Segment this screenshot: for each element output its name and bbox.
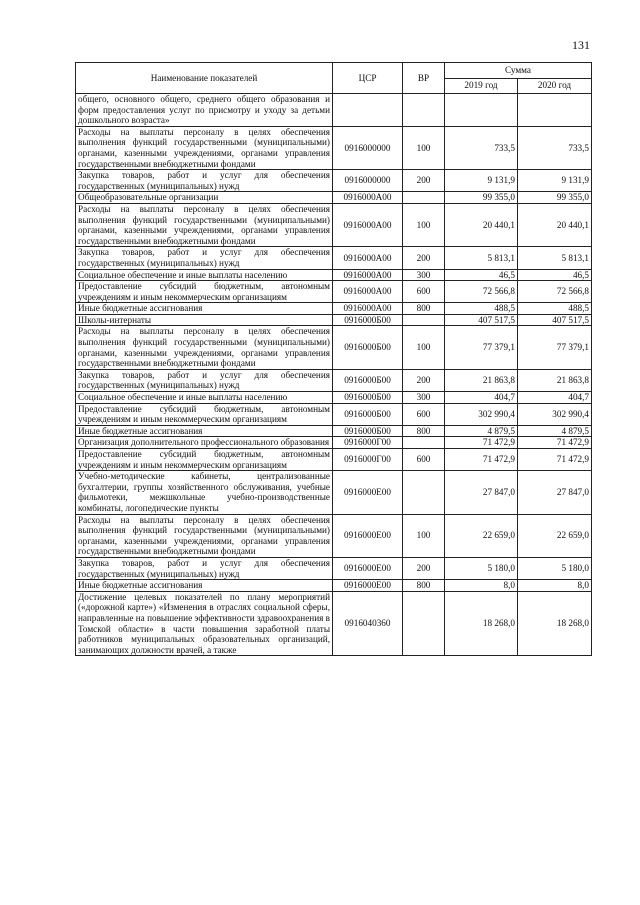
- row-vr: 100: [403, 126, 445, 169]
- row-vr: 800: [403, 303, 445, 315]
- row-vr: [403, 192, 445, 204]
- row-csr: 0916000Г00: [333, 437, 403, 449]
- row-sum-2020: 99 355,0: [518, 192, 592, 204]
- row-sum-2020: 488,5: [518, 303, 592, 315]
- row-sum-2020: 9 131,9: [518, 170, 592, 192]
- row-vr: [403, 94, 445, 127]
- row-sum-2019: 46,5: [445, 269, 518, 281]
- row-csr: 0916040360: [333, 591, 403, 656]
- table-row: [76, 303, 592, 315]
- row-csr: [333, 94, 403, 127]
- row-sum-2020: 71 472,9: [518, 449, 592, 471]
- row-csr: 0916000А00: [333, 281, 403, 303]
- table-row: [76, 192, 592, 204]
- table-row: [76, 126, 592, 169]
- table-row: [76, 425, 592, 437]
- header-year-2020: 2020 год: [518, 78, 592, 94]
- row-name: Общеобразовательные организации: [76, 192, 333, 204]
- row-name: Закупка товаров, работ и услуг для обеспечения государственных (муниципальных) нужд: [76, 557, 333, 579]
- row-name: Расходы на выплаты персоналу в целях обеспечения выполнения функций государственными (муниципальными) органами, казенными учреждениями, органами управления государственными внебюджетными фондами: [76, 126, 333, 169]
- row-csr: 0916000А00: [333, 247, 403, 269]
- row-csr: 0916000Б00: [333, 403, 403, 425]
- row-sum-2020: 27 847,0: [518, 471, 592, 514]
- row-sum-2019: 72 566,8: [445, 281, 518, 303]
- row-name: Иные бюджетные ассигнования: [76, 580, 333, 592]
- row-vr: 300: [403, 269, 445, 281]
- row-csr: 0916000Г00: [333, 449, 403, 471]
- row-sum-2020: 22 659,0: [518, 514, 592, 557]
- row-name: Предоставление субсидий бюджетным, автономным учреждениям и иным некоммерческим организациям: [76, 449, 333, 471]
- table-row: [76, 170, 592, 192]
- row-csr: 0916000Е00: [333, 514, 403, 557]
- row-name: Предоставление субсидий бюджетным, автономным учреждениям и иным некоммерческим организациям: [76, 403, 333, 425]
- row-name: Предоставление субсидий бюджетным, автономным учреждениям и иным некоммерческим организациям: [76, 281, 333, 303]
- row-sum-2019: 22 659,0: [445, 514, 518, 557]
- row-sum-2019: 4 879,5: [445, 425, 518, 437]
- row-csr: 0916000А00: [333, 203, 403, 246]
- row-vr: 800: [403, 580, 445, 592]
- row-name: Расходы на выплаты персоналу в целях обеспечения выполнения функций государственными (муниципальными) органами, казенными учреждениями, органами управления государственными внебюджетными фондами: [76, 203, 333, 246]
- row-vr: 100: [403, 326, 445, 369]
- row-sum-2019: 404,7: [445, 392, 518, 404]
- row-sum-2020: 5 813,1: [518, 247, 592, 269]
- row-vr: [403, 437, 445, 449]
- row-sum-2020: 21 863,8: [518, 369, 592, 391]
- row-sum-2019: 302 990,4: [445, 403, 518, 425]
- row-sum-2020: 20 440,1: [518, 203, 592, 246]
- row-csr: 0916000000: [333, 126, 403, 169]
- row-sum-2019: 407 517,5: [445, 314, 518, 326]
- row-sum-2019: 9 131,9: [445, 170, 518, 192]
- row-sum-2019: 77 379,1: [445, 326, 518, 369]
- header-year-2019: 2019 год: [445, 78, 518, 94]
- row-sum-2020: 5 180,0: [518, 557, 592, 579]
- table-row: [76, 471, 592, 514]
- row-vr: 200: [403, 247, 445, 269]
- row-sum-2020: 4 879,5: [518, 425, 592, 437]
- row-csr: 0916000000: [333, 170, 403, 192]
- table-row: [76, 203, 592, 246]
- row-sum-2020: 407 517,5: [518, 314, 592, 326]
- row-sum-2020: 733,5: [518, 126, 592, 169]
- header-vr: ВР: [403, 63, 445, 94]
- row-sum-2019: 5 180,0: [445, 557, 518, 579]
- row-sum-2019: 20 440,1: [445, 203, 518, 246]
- table-row: [76, 326, 592, 369]
- table-row: [76, 514, 592, 557]
- table-body: [76, 94, 592, 656]
- row-name: Школы-интернаты: [76, 314, 333, 326]
- row-csr: 0916000Б00: [333, 326, 403, 369]
- row-sum-2020: 404,7: [518, 392, 592, 404]
- row-sum-2019: 71 472,9: [445, 437, 518, 449]
- row-sum-2020: 71 472,9: [518, 437, 592, 449]
- table-row: [76, 392, 592, 404]
- row-name: Достижение целевых показателей по плану мероприятий («дорожной карте») «Изменения в отраслях социальной сферы, направленные на повышение эффективности здравоохранения в Томской области» в части повышения заработной платы работников муниципальных образовательных организаций, занимающих должности врачей, а также: [76, 591, 333, 656]
- table-row: [76, 269, 592, 281]
- row-vr: 600: [403, 449, 445, 471]
- row-csr: 0916000Б00: [333, 314, 403, 326]
- row-vr: [403, 591, 445, 656]
- row-name: Учебно-методические кабинеты, централизованные бухгалтерии, группы хозяйственного обслуживания, учебные фильмотеки, межшкольные учебно-производственные комбинаты, логопедические пункты: [76, 471, 333, 514]
- row-sum-2019: 8,0: [445, 580, 518, 592]
- row-vr: 600: [403, 403, 445, 425]
- row-sum-2019: 21 863,8: [445, 369, 518, 391]
- row-sum-2019: 71 472,9: [445, 449, 518, 471]
- row-sum-2019: 18 268,0: [445, 591, 518, 656]
- row-name: Организация дополнительного профессионального образования: [76, 437, 333, 449]
- row-name: Иные бюджетные ассигнования: [76, 303, 333, 315]
- row-name: общего, основного общего, среднего общего образования и форм предоставления услуг по присмотру и уходу за детьми дошкольного возраста»: [76, 94, 333, 127]
- row-csr: 0916000А00: [333, 303, 403, 315]
- row-name: Иные бюджетные ассигнования: [76, 425, 333, 437]
- table-row: [76, 403, 592, 425]
- row-csr: 0916000Б00: [333, 369, 403, 391]
- row-sum-2019: 488,5: [445, 303, 518, 315]
- row-csr: 0916000Е00: [333, 471, 403, 514]
- row-sum-2020: 8,0: [518, 580, 592, 592]
- table-row: [76, 557, 592, 579]
- row-csr: 0916000Б00: [333, 392, 403, 404]
- row-sum-2019: 27 847,0: [445, 471, 518, 514]
- table-row: [76, 94, 592, 127]
- row-name: Закупка товаров, работ и услуг для обеспечения государственных (муниципальных) нужд: [76, 247, 333, 269]
- row-sum-2020: 77 379,1: [518, 326, 592, 369]
- row-sum-2019: 5 813,1: [445, 247, 518, 269]
- row-csr: 0916000А00: [333, 192, 403, 204]
- table-row: [76, 437, 592, 449]
- table-row: [76, 591, 592, 656]
- row-vr: [403, 314, 445, 326]
- row-vr: 200: [403, 557, 445, 579]
- table-row: [76, 449, 592, 471]
- row-sum-2020: 18 268,0: [518, 591, 592, 656]
- page-number: 131: [572, 38, 590, 52]
- row-vr: 600: [403, 281, 445, 303]
- row-vr: 200: [403, 170, 445, 192]
- row-sum-2020: [518, 94, 592, 127]
- row-name: Социальное обеспечение и иные выплаты населению: [76, 269, 333, 281]
- table-row: [76, 247, 592, 269]
- row-sum-2020: 72 566,8: [518, 281, 592, 303]
- table-row: [76, 369, 592, 391]
- row-vr: 100: [403, 514, 445, 557]
- table-row: [76, 314, 592, 326]
- row-name: Закупка товаров, работ и услуг для обеспечения государственных (муниципальных) нужд: [76, 369, 333, 391]
- row-sum-2019: [445, 94, 518, 127]
- row-vr: 800: [403, 425, 445, 437]
- row-csr: 0916000А00: [333, 269, 403, 281]
- row-name: Закупка товаров, работ и услуг для обеспечения государственных (муниципальных) нужд: [76, 170, 333, 192]
- row-name: Расходы на выплаты персоналу в целях обеспечения выполнения функций государственными (муниципальными) органами, казенными учреждениями, органами управления государственными внебюджетными фондами: [76, 326, 333, 369]
- row-vr: 300: [403, 392, 445, 404]
- row-vr: 100: [403, 203, 445, 246]
- row-csr: 0916000Е00: [333, 580, 403, 592]
- row-vr: [403, 471, 445, 514]
- row-csr: 0916000Б00: [333, 425, 403, 437]
- row-name: Социальное обеспечение и иные выплаты населению: [76, 392, 333, 404]
- row-sum-2020: 302 990,4: [518, 403, 592, 425]
- header-sum: Сумма: [445, 63, 592, 79]
- header-name: Наименование показателей: [76, 63, 333, 94]
- budget-table: [75, 62, 592, 656]
- row-sum-2020: 46,5: [518, 269, 592, 281]
- table-row: [76, 580, 592, 592]
- row-sum-2019: 99 355,0: [445, 192, 518, 204]
- row-csr: 0916000Е00: [333, 557, 403, 579]
- table-row: [76, 281, 592, 303]
- row-name: Расходы на выплаты персоналу в целях обеспечения выполнения функций государственными (муниципальными) органами, казенными учреждениями, органами управления государственными внебюджетными фондами: [76, 514, 333, 557]
- header-csr: ЦСР: [333, 63, 403, 94]
- row-sum-2019: 733,5: [445, 126, 518, 169]
- row-vr: 200: [403, 369, 445, 391]
